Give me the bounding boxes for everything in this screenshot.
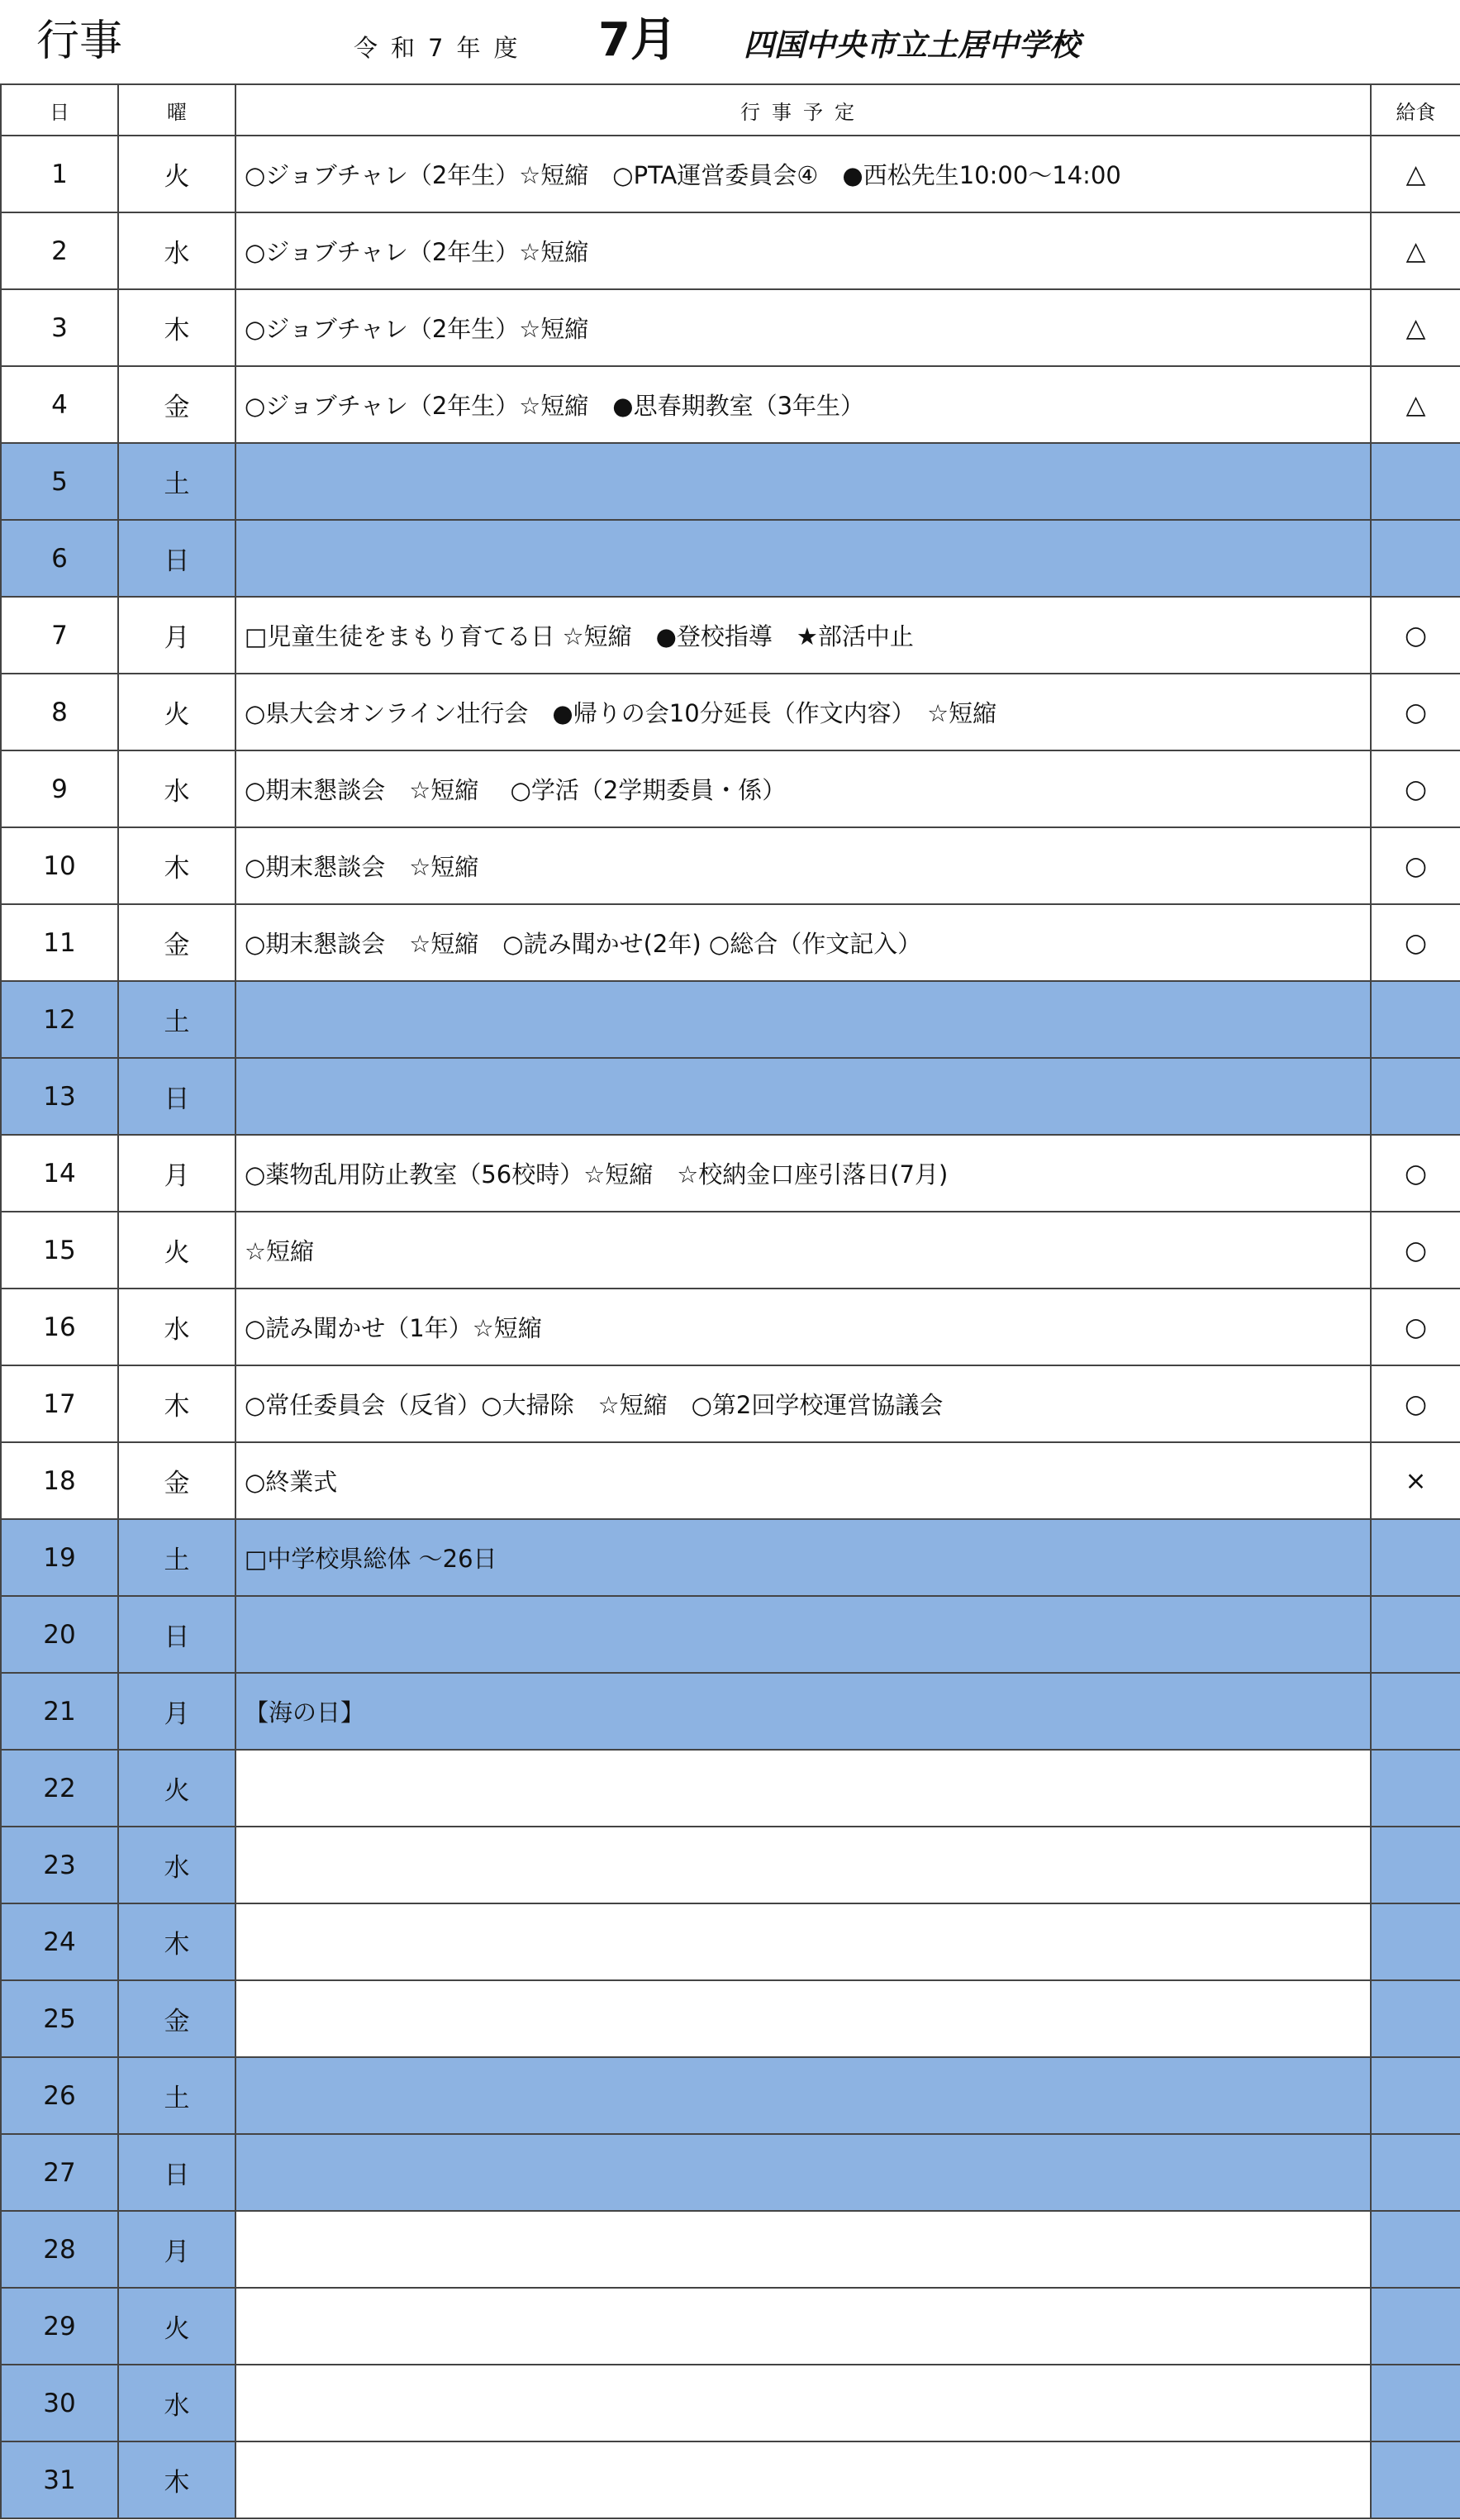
weekday-cell: 金: [118, 1980, 235, 2057]
weekday-cell: 金: [118, 904, 235, 981]
events-cell: □中学校県総体 ～26日: [235, 1519, 1371, 1596]
table-row: [1, 289, 1460, 366]
table-row: [1, 443, 1460, 520]
weekday-cell: 金: [118, 1442, 235, 1519]
lunch-cell: [1371, 2365, 1460, 2441]
lunch-cell: [1371, 2134, 1460, 2211]
lunch-cell: ○: [1371, 597, 1460, 674]
day-cell: 24: [1, 1903, 118, 1980]
day-cell: 16: [1, 1289, 118, 1365]
weekday-cell: 金: [118, 366, 235, 443]
document-header: [0, 0, 1460, 83]
lunch-cell: [1371, 1058, 1460, 1135]
fiscal-year-label: 令和7年度: [354, 34, 531, 62]
day-cell: 10: [1, 827, 118, 904]
table-row: [1, 520, 1460, 597]
day-cell: 17: [1, 1365, 118, 1442]
schedule-table: [0, 83, 1460, 2519]
lunch-cell: [1371, 1596, 1460, 1673]
day-cell: 9: [1, 750, 118, 827]
lunch-cell: [1371, 1750, 1460, 1827]
events-cell: [235, 443, 1371, 520]
events-cell: [235, 1980, 1371, 2057]
events-cell: [235, 981, 1371, 1058]
weekday-cell: 水: [118, 1827, 235, 1903]
table-row: [1, 2057, 1460, 2134]
lunch-cell: [1371, 2057, 1460, 2134]
events-cell: [235, 2365, 1371, 2441]
weekday-cell: 木: [118, 1903, 235, 1980]
lunch-cell: [1371, 2211, 1460, 2288]
lunch-cell: [1371, 443, 1460, 520]
table-row: [1, 1980, 1460, 2057]
table-row: [1, 904, 1460, 981]
column-header-events: 行事予定: [235, 84, 1371, 136]
weekday-cell: 月: [118, 597, 235, 674]
events-cell: [235, 1827, 1371, 1903]
table-row: [1, 366, 1460, 443]
weekday-cell: 火: [118, 1212, 235, 1289]
events-cell: □児童生徒をまもり育てる日 ☆短縮 ●登校指導 ★部活中止: [235, 597, 1371, 674]
day-cell: 1: [1, 136, 118, 212]
table-row: [1, 1365, 1460, 1442]
table-row: [1, 1058, 1460, 1135]
lunch-cell: ○: [1371, 827, 1460, 904]
table-row: [1, 2441, 1460, 2518]
day-cell: 30: [1, 2365, 118, 2441]
lunch-cell: ○: [1371, 904, 1460, 981]
table-row: [1, 1750, 1460, 1827]
events-cell: [235, 520, 1371, 597]
day-cell: 7: [1, 597, 118, 674]
table-row: [1, 597, 1460, 674]
weekday-cell: 火: [118, 1750, 235, 1827]
weekday-cell: 水: [118, 1289, 235, 1365]
lunch-cell: [1371, 1980, 1460, 2057]
day-cell: 25: [1, 1980, 118, 2057]
events-cell: ○薬物乱用防止教室（56校時）☆短縮 ☆校納金口座引落日(7月): [235, 1135, 1371, 1212]
events-cell: [235, 1750, 1371, 1827]
events-cell: ○ジョブチャレ（2年生）☆短縮: [235, 212, 1371, 289]
table-row: [1, 2134, 1460, 2211]
events-cell: ○常任委員会（反省）○大掃除 ☆短縮 ○第2回学校運営協議会: [235, 1365, 1371, 1442]
events-cell: ○期末懇談会 ☆短縮 ○学活（2学期委員・係）: [235, 750, 1371, 827]
lunch-cell: [1371, 2441, 1460, 2518]
weekday-cell: 土: [118, 443, 235, 520]
weekday-cell: 水: [118, 2365, 235, 2441]
lunch-cell: △: [1371, 366, 1460, 443]
weekday-cell: 火: [118, 674, 235, 750]
weekday-cell: 日: [118, 1596, 235, 1673]
weekday-cell: 土: [118, 981, 235, 1058]
day-cell: 23: [1, 1827, 118, 1903]
table-row: [1, 1135, 1460, 1212]
lunch-cell: ○: [1371, 1289, 1460, 1365]
table-row: [1, 674, 1460, 750]
day-cell: 20: [1, 1596, 118, 1673]
events-cell: ☆短縮: [235, 1212, 1371, 1289]
lunch-cell: ×: [1371, 1442, 1460, 1519]
table-row: [1, 1596, 1460, 1673]
weekday-cell: 日: [118, 1058, 235, 1135]
weekday-cell: 火: [118, 136, 235, 212]
table-row: [1, 1289, 1460, 1365]
table-row: [1, 212, 1460, 289]
events-cell: [235, 2288, 1371, 2365]
day-cell: 6: [1, 520, 118, 597]
weekday-cell: 火: [118, 2288, 235, 2365]
month-label: 7月: [598, 13, 677, 67]
lunch-cell: ○: [1371, 1365, 1460, 1442]
table-header-row: [1, 84, 1460, 136]
events-cell: ○期末懇談会 ☆短縮: [235, 827, 1371, 904]
day-cell: 5: [1, 443, 118, 520]
events-cell: [235, 2134, 1371, 2211]
weekday-cell: 日: [118, 2134, 235, 2211]
events-cell: [235, 2441, 1371, 2518]
day-cell: 19: [1, 1519, 118, 1596]
events-cell: ○県大会オンライン壮行会 ●帰りの会10分延長（作文内容） ☆短縮: [235, 674, 1371, 750]
day-cell: 11: [1, 904, 118, 981]
day-cell: 2: [1, 212, 118, 289]
day-cell: 29: [1, 2288, 118, 2365]
table-row: [1, 2211, 1460, 2288]
table-row: [1, 1673, 1460, 1750]
day-cell: 21: [1, 1673, 118, 1750]
weekday-cell: 月: [118, 1135, 235, 1212]
lunch-cell: [1371, 520, 1460, 597]
day-cell: 18: [1, 1442, 118, 1519]
events-cell: ○終業式: [235, 1442, 1371, 1519]
day-cell: 3: [1, 289, 118, 366]
lunch-cell: ○: [1371, 750, 1460, 827]
table-row: [1, 1442, 1460, 1519]
schedule-rows: [1, 136, 1460, 2518]
events-cell: [235, 2211, 1371, 2288]
table-row: [1, 1903, 1460, 1980]
weekday-cell: 木: [118, 827, 235, 904]
events-cell: [235, 1058, 1371, 1135]
lunch-cell: △: [1371, 212, 1460, 289]
day-cell: 28: [1, 2211, 118, 2288]
table-row: [1, 1519, 1460, 1596]
lunch-cell: [1371, 2288, 1460, 2365]
events-cell: [235, 2057, 1371, 2134]
weekday-cell: 土: [118, 1519, 235, 1596]
lunch-cell: △: [1371, 289, 1460, 366]
table-row: [1, 1212, 1460, 1289]
weekday-cell: 月: [118, 2211, 235, 2288]
weekday-cell: 水: [118, 750, 235, 827]
column-header-lunch: 給食: [1371, 84, 1460, 136]
table-row: [1, 750, 1460, 827]
table-row: [1, 2288, 1460, 2365]
weekday-cell: 水: [118, 212, 235, 289]
table-row: [1, 981, 1460, 1058]
weekday-cell: 日: [118, 520, 235, 597]
table-row: [1, 2365, 1460, 2441]
day-cell: 22: [1, 1750, 118, 1827]
school-name: 四国中央市立土居中学校: [744, 27, 1080, 63]
events-cell: [235, 1596, 1371, 1673]
lunch-cell: ○: [1371, 1135, 1460, 1212]
lunch-cell: [1371, 1827, 1460, 1903]
day-cell: 26: [1, 2057, 118, 2134]
weekday-cell: 木: [118, 2441, 235, 2518]
day-cell: 4: [1, 366, 118, 443]
lunch-cell: △: [1371, 136, 1460, 212]
lunch-cell: ○: [1371, 1212, 1460, 1289]
lunch-cell: [1371, 1519, 1460, 1596]
lunch-cell: [1371, 1903, 1460, 1980]
table-row: [1, 1827, 1460, 1903]
events-cell: ○読み聞かせ（1年）☆短縮: [235, 1289, 1371, 1365]
table-row: [1, 136, 1460, 212]
day-cell: 14: [1, 1135, 118, 1212]
weekday-cell: 木: [118, 1365, 235, 1442]
weekday-cell: 土: [118, 2057, 235, 2134]
lunch-cell: [1371, 981, 1460, 1058]
weekday-cell: 木: [118, 289, 235, 366]
day-cell: 13: [1, 1058, 118, 1135]
lunch-cell: ○: [1371, 674, 1460, 750]
lunch-cell: [1371, 1673, 1460, 1750]
column-header-day: 日: [1, 84, 118, 136]
day-cell: 27: [1, 2134, 118, 2211]
day-cell: 8: [1, 674, 118, 750]
events-cell: ○ジョブチャレ（2年生）☆短縮 ●思春期教室（3年生）: [235, 366, 1371, 443]
events-cell: [235, 1903, 1371, 1980]
events-cell: ○ジョブチャレ（2年生）☆短縮 ○PTA運営委員会④ ●西松先生10:00～14:00: [235, 136, 1371, 212]
weekday-cell: 月: [118, 1673, 235, 1750]
column-header-weekday: 曜: [118, 84, 235, 136]
table-row: [1, 827, 1460, 904]
day-cell: 15: [1, 1212, 118, 1289]
events-cell: 【海の日】: [235, 1673, 1371, 1750]
events-cell: ○期末懇談会 ☆短縮 ○読み聞かせ(2年) ○総合（作文記入）: [235, 904, 1371, 981]
events-cell: ○ジョブチャレ（2年生）☆短縮: [235, 289, 1371, 366]
day-cell: 12: [1, 981, 118, 1058]
day-cell: 31: [1, 2441, 118, 2518]
document-title: 行事: [36, 17, 123, 66]
